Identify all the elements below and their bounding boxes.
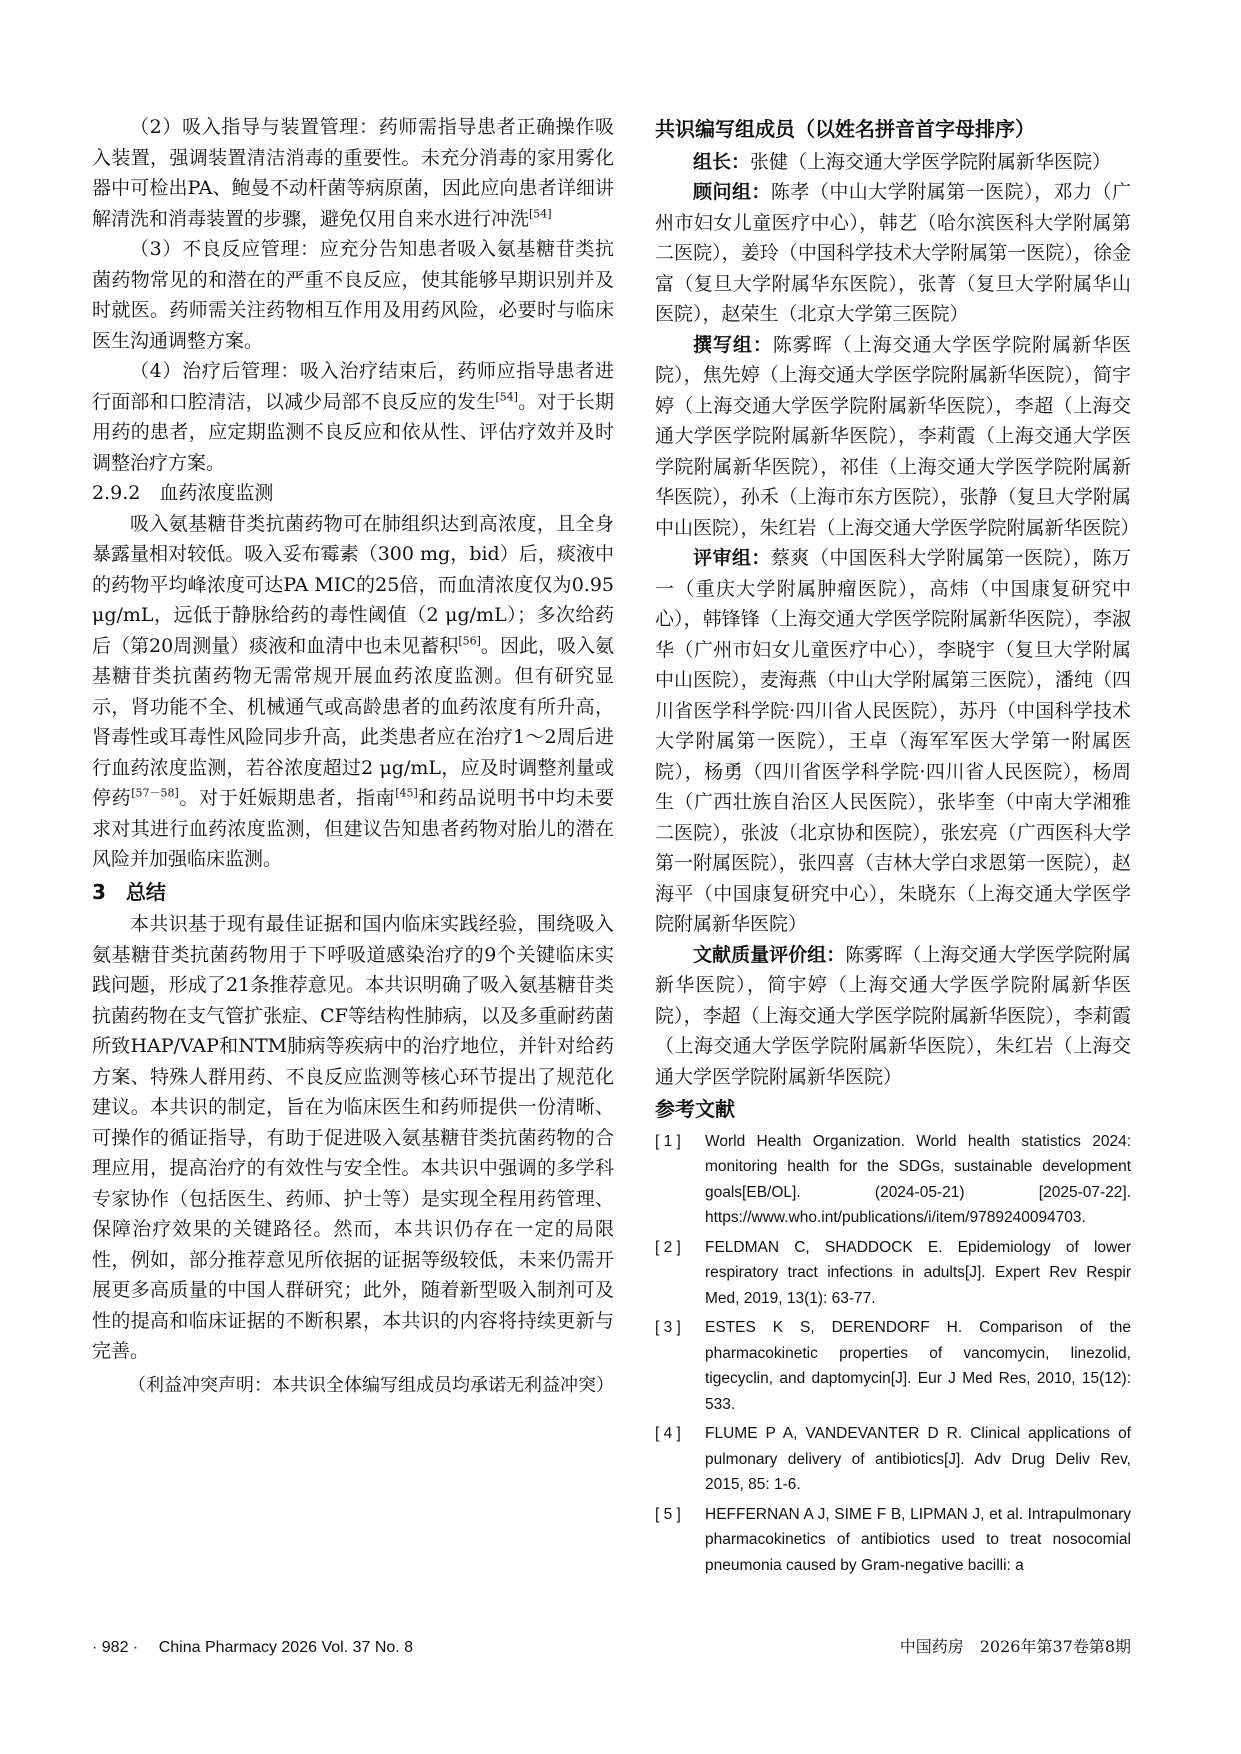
paragraph-drug-monitoring: 吸入氨基糖苷类抗菌药物可在肺组织达到高浓度，且全身暴露量相对较低。吸入妥布霉素（300 mg，bid）后，痰液中的药物平均峰浓度可达PA MIC的25倍，而血清浓度仅为0.95 μg/mL，远低于静脉给药的毒性阈值（2 μg/mL）；多次给药后（第20周测量）痰液和血清中也未见蓄积[56]。因此，吸入氨基糖苷类抗菌药物无需常规开展血药浓度监测。但有研究显示，肾功能不全、机械通气或高龄患者的血药浓度有所升高，肾毒性或耳毒性风险同步升高，此类患者应在治疗1～2周后进行血药浓度监测，若谷浓度超过2 μg/mL，应及时调整剂量或停药[57－58]。对于妊娠期患者，指南[45]和药品说明书中均未要求对其进行血药浓度监测，但建议告知患者药物对胎儿的潜在风险并加强临床监测。 xyxy=(92,512,614,870)
reference-text: FLUME P A, VANDEVANTER D R. Clinical applications of pulmonary delivery of antibiotics[J]. Adv Drug Deliv Rev, 2015, 85: 1-6. xyxy=(705,1425,1131,1493)
references-heading: 参考文献 xyxy=(655,1097,735,1121)
left-column xyxy=(92,112,614,1401)
reference-number: [ 5 ] xyxy=(655,1505,681,1523)
conflict-statement: （利益冲突声明：本共识全体编写组成员均承诺无利益冲突） xyxy=(128,1374,614,1396)
reference-number: [ 3 ] xyxy=(655,1319,681,1336)
citation[interactable]: [57－58] xyxy=(131,786,179,800)
leader-entry: 组长：张健（上海交通大学医学院附属新华医院） xyxy=(693,150,1112,173)
quality-entry: 文献质量评价组：陈雾晖（上海交通大学医学院附属新华医院），简宇婷（上海交通大学医学院附属新华医院），李超（上海交通大学医学院附属新华医院），李莉霞（上海交通大学医学院附属新华医院），朱红岩（上海交通大学医学院附属新华医院） xyxy=(655,943,1131,1088)
citation[interactable]: [45] xyxy=(395,786,418,800)
advisors-entry: 顾问组：陈孝（中山大学附属第一医院），邓力（广州市妇女儿童医疗中心），韩艺（哈尔滨医科大学附属第二医院），姜玲（中国科学技术大学附属第一医院），徐金富（复旦大学附属华东医院），张菁（复旦大学附属华山医院），赵荣生（北京大学第三医院） xyxy=(655,181,1131,325)
reference-item xyxy=(655,1502,1131,1579)
reference-number: [ 4 ] xyxy=(655,1425,681,1442)
reference-text: ESTES K S, DERENDORF H. Comparison of the pharmacokinetic properties of vancomycin, linezolid, tigecyclin, and daptomycin[J]. Eur J Med Res, 2010, 15(12): 533. xyxy=(705,1319,1131,1413)
footer-journal-info-cn: 中国药房 2026年第37卷第8期 xyxy=(899,1637,1131,1656)
section-heading: 3 总结 xyxy=(92,879,166,904)
members-heading: 共识编写组成员（以姓名拼音首字母排序） xyxy=(655,117,1035,141)
reference-text: HEFFERNAN A J, SIME F B, LIPMAN J, et al. Intrapulmonary pharmacokinetics of antibiotics used to treat nosocomial pneumonia caused by Gram-negative bacilli: a xyxy=(705,1505,1131,1574)
citation[interactable]: [54] xyxy=(529,207,552,221)
reference-text: FELDMAN C, SHADDOCK E. Epidemiology of lower respiratory tract infections in adults[J]. Expert Rev Respir Med, 2019, 13(1): 63-77. xyxy=(705,1238,1131,1307)
writers-entry: 撰写组：陈雾晖（上海交通大学医学院附属新华医院），焦先婷（上海交通大学医学院附属新华医院），简宇婷（上海交通大学医学院附属新华医院），李超（上海交通大学医学院附属新华医院），李莉霞（上海交通大学医学院附属新华医院），祁佳（上海交通大学医学院附属新华医院），孙禾（上海市东方医院），张静（复旦大学附属中山医院），朱红岩（上海交通大学医学院附属新华医院） xyxy=(655,333,1140,539)
paragraph-summary: 本共识基于现有最佳证据和国内临床实践经验，围绕吸入氨基糖苷类抗菌药物用于下呼吸道感染治疗的9个关键临床实践问题，形成了21条推荐意见。本共识明确了吸入氨基糖苷类抗菌药物在支气管扩张症、CF等结构性肺病，以及多重耐药菌所致HAP/VAP和NTM肺病等疾病中的治疗地位，并针对给药方案、特殊人群用药、不良反应监测等核心环节提出了规范化建议。本共识的制定，旨在为临床医生和药师提供一份清晰、可操作的循证指导，有助于促进吸入氨基糖苷类抗菌药物的合理应用，提高治疗的有效性与安全性。本共识中强调的多学科专家协作（包括医生、药师、护士等）是实现全程用药管理、保障治疗效果的关键路径。然而，本共识仍存在一定的局限性，例如，部分推荐意见所依据的证据等级较低，未来仍需开展更多高质量的中国人群研究；此外，随着新型吸入制剂可及性的提高和临床证据的不断积累，本共识的内容将持续更新与完善。 xyxy=(92,913,614,1362)
reference-number: [ 2 ] xyxy=(655,1238,681,1256)
reference-item xyxy=(655,1421,1131,1498)
reference-item xyxy=(655,1129,1131,1231)
subsection-heading: 2.9.2 血药浓度监测 xyxy=(92,482,274,504)
reference-item xyxy=(655,1315,1131,1417)
paragraph-post-treatment: （4）治疗后管理：吸入治疗结束后，药师应指导患者进行面部和口腔清洁，以减少局部不良反应的发生[54]。对于长期用药的患者，应定期监测不良反应和依从性、评估疗效并及时调整治疗方案。 xyxy=(92,360,614,474)
reference-text: World Health Organization. World health statistics 2024: monitoring health for the SDGs, sustainable development goals[EB/OL]. (2024-05-21) [2025-07-22]. https://www.who.int/publications/i/item/9789240094703. xyxy=(705,1132,1131,1226)
reference-item xyxy=(655,1235,1131,1312)
citation[interactable]: [54] xyxy=(495,390,518,404)
paragraph-inhalation-guidance: （2）吸入指导与装置管理：药师需指导患者正确操作吸入装置，强调装置清洁消毒的重要性。未充分消毒的家用雾化器中可检出PA、鲍曼不动杆菌等病原菌，因此应向患者详细讲解清洗和消毒装置的步骤，避免仅用自来水进行冲洗[54] xyxy=(92,116,614,230)
right-column xyxy=(655,112,1140,1582)
reference-number: [ 1 ] xyxy=(655,1132,681,1150)
footer-journal-info: · 982 · China Pharmacy 2026 Vol. 37 No. 8 xyxy=(92,1639,414,1656)
reviewers-entry: 评审组：蔡爽（中国医科大学附属第一医院），陈万一（重庆大学附属肿瘤医院），高炜（中国康复研究中心），韩锋锋（上海交通大学医学院附属新华医院），李淑华（广州市妇女儿童医疗中心），李晓宇（复旦大学附属中山医院），麦海燕（中山大学附属第三医院），潘纯（四川省医学科学院·四川省人民医院），苏丹（中国科学技术大学附属第一医院），王卓（海军军医大学第一附属医院），杨勇（四川省医学科学院·四川省人民医院），杨周生（广西壮族自治区人民医院），张毕奎（中南大学湘雅二医院），张波（北京协和医院），张宏亮（广西医科大学第一附属医院），张四喜（吉林大学白求恩第一医院），赵海平（中国康复研究中心），朱晓东（上海交通大学医学院附属新华医院） xyxy=(655,547,1131,935)
paragraph-adverse-reaction: （3）不良反应管理：应充分告知患者吸入氨基糖苷类抗菌药物常见的和潜在的严重不良反应，使其能够早期识别并及时就医。药师需关注药物相互作用及用药风险，必要时与临床医生沟通调整方案。 xyxy=(92,238,614,352)
reference-list xyxy=(655,1129,1131,1579)
citation[interactable]: [56] xyxy=(458,634,481,648)
